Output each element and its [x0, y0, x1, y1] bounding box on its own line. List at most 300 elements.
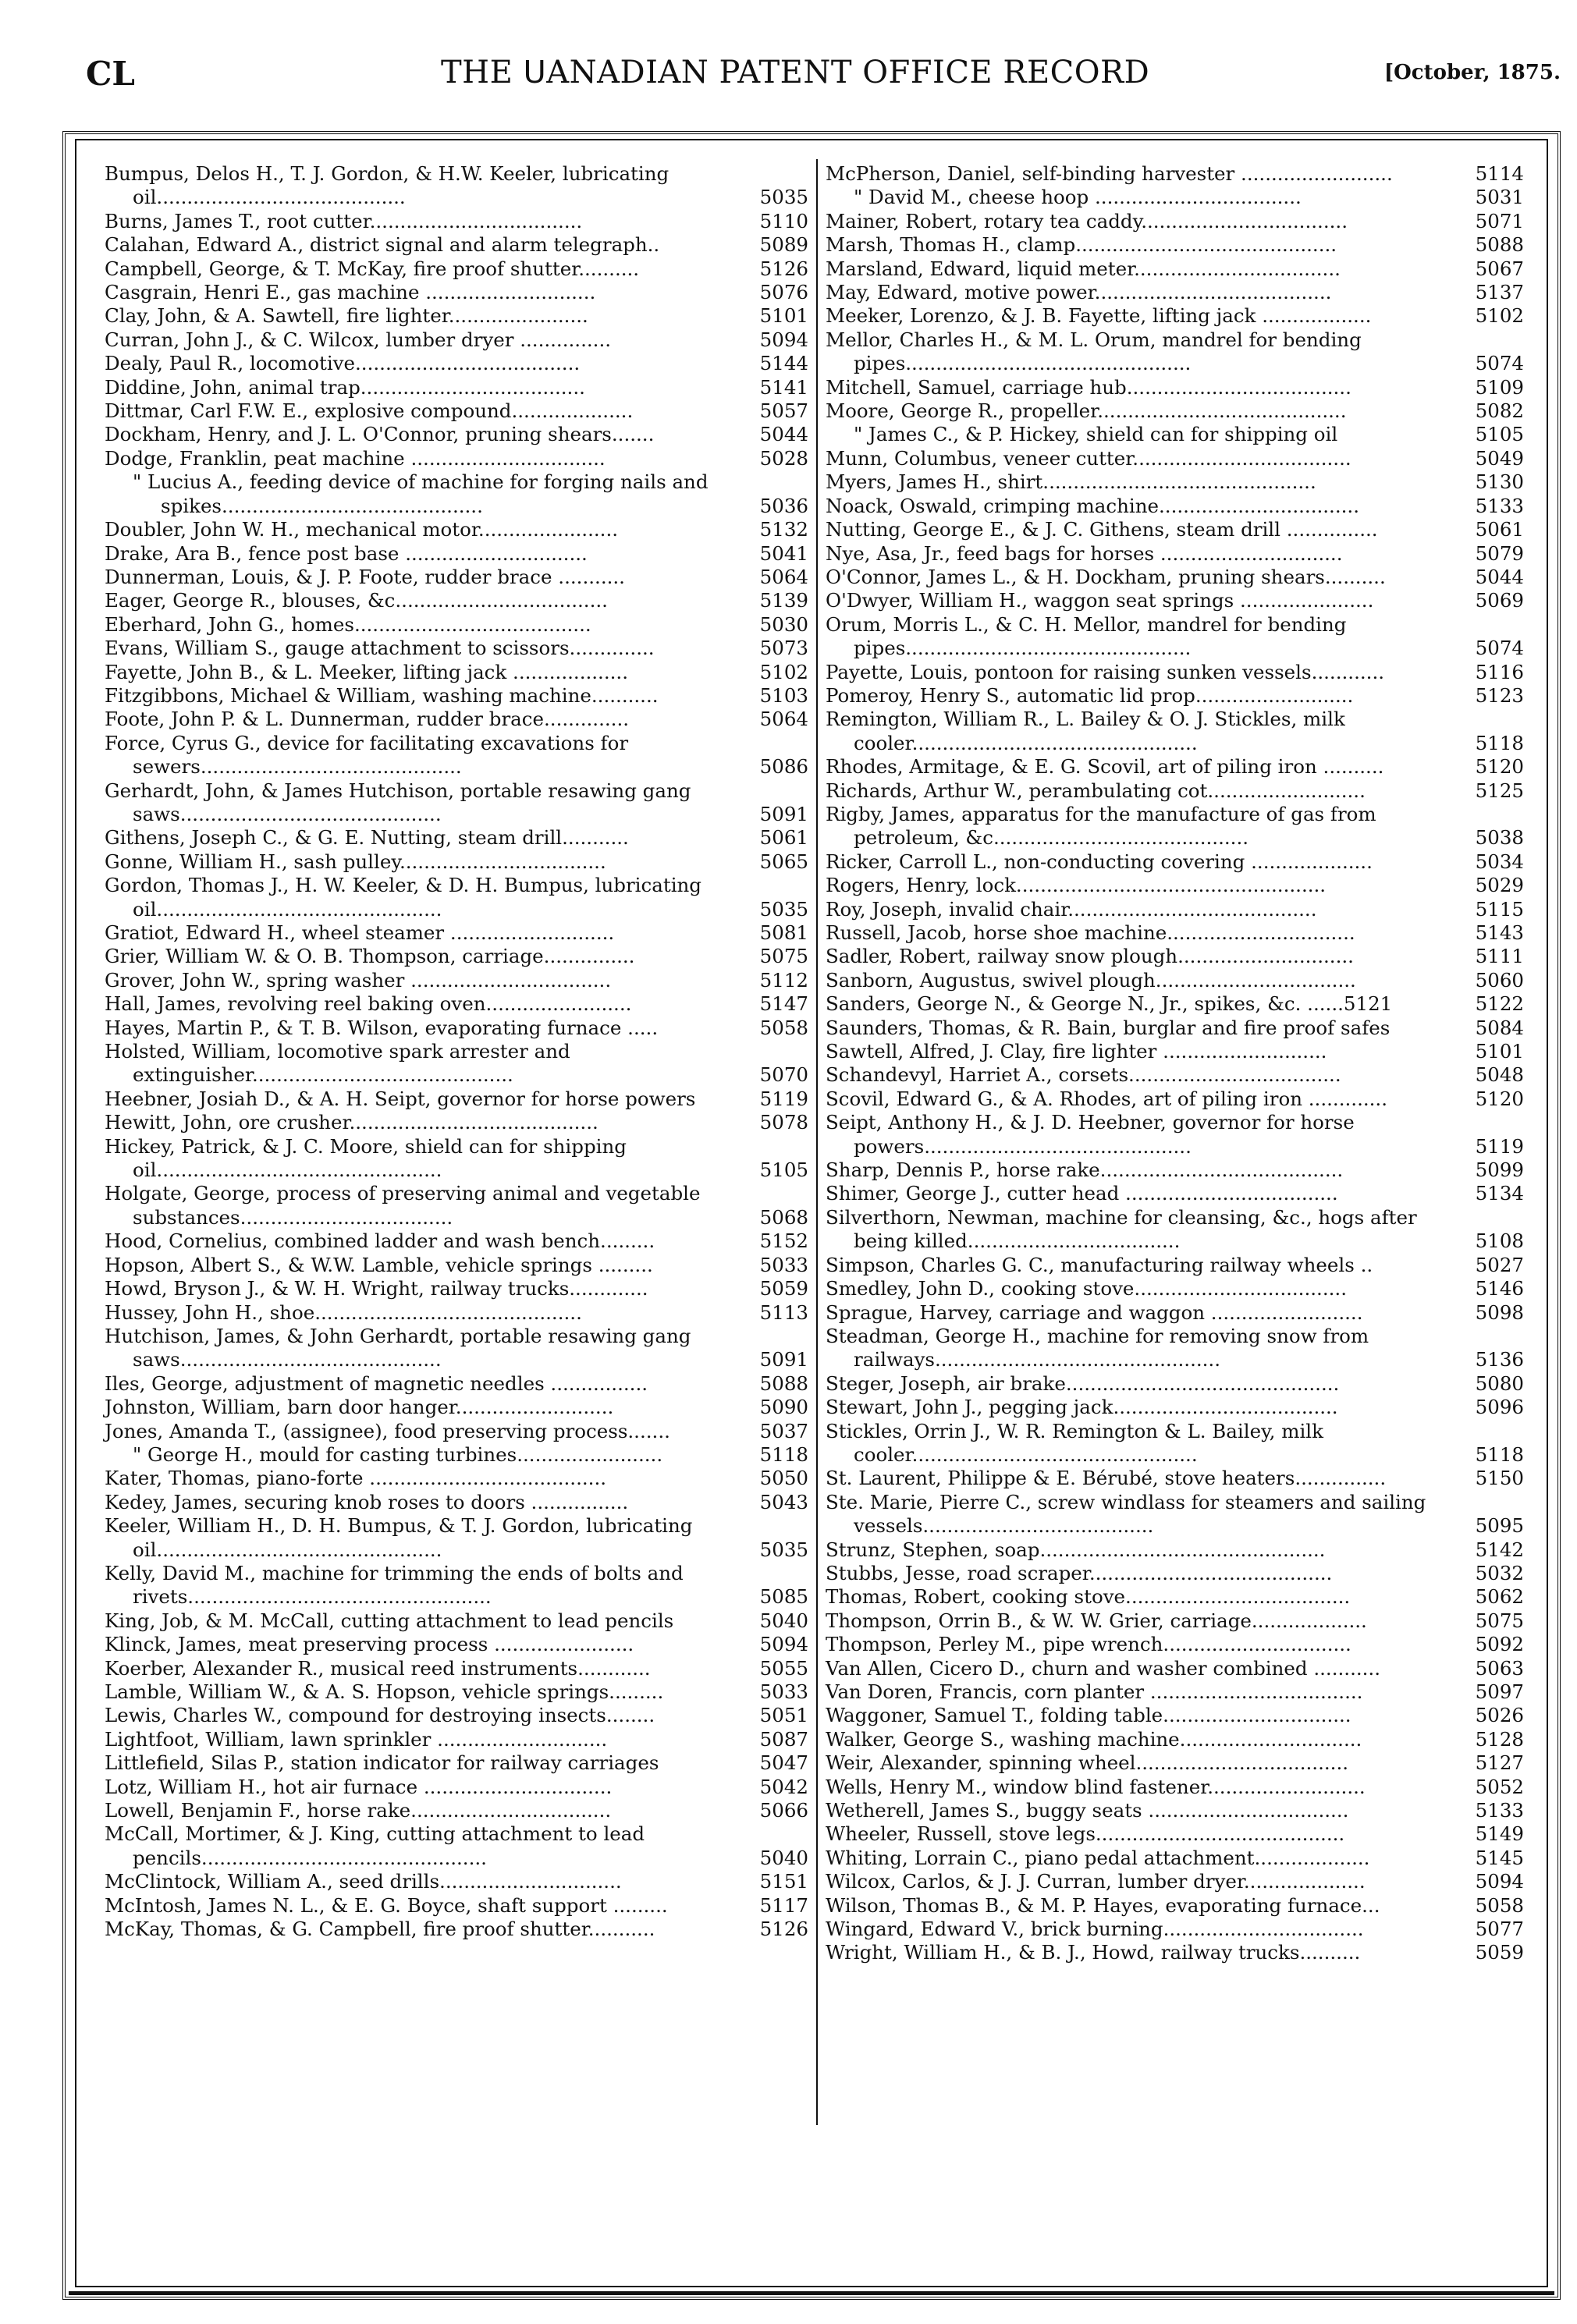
entry-text: Rigby, James, apparatus for the manufacture of gas from petroleum, &c..........................................: [826, 802, 1376, 850]
patent-number: 5091: [759, 1348, 808, 1371]
patent-number: 5126: [759, 257, 808, 280]
entry-text: Hickey, Patrick, & J. C. Moore, shield can for shipping oil...............................................: [105, 1134, 627, 1182]
entry-text: Marsh, Thomas H., clamp...........................................: [826, 233, 1337, 257]
index-entry: [826, 1894, 1524, 1918]
patent-number: 5116: [1475, 660, 1524, 683]
index-entry: [105, 304, 808, 328]
index-entry: [105, 1229, 808, 1253]
patent-number: 5096: [1475, 1396, 1524, 1419]
patent-number: 5048: [1475, 1063, 1524, 1087]
patent-number: 5103: [759, 683, 808, 707]
entry-text: May, Edward, motive power.......................................: [826, 281, 1332, 304]
patent-number: 5108: [1475, 1229, 1524, 1253]
entry-text: Lamble, William W., & A. S. Hopson, vehicle springs.........: [105, 1680, 664, 1703]
patent-number: 5095: [1475, 1514, 1524, 1538]
patent-number: 5065: [759, 850, 808, 873]
entry-text: Waggoner, Samuel T., folding table...............................: [826, 1704, 1351, 1727]
entry-text: Pomeroy, Henry S., automatic lid prop..........................: [826, 683, 1354, 707]
index-entry: [105, 210, 808, 233]
patent-number: 5085: [759, 1585, 808, 1609]
index-entry: [105, 779, 808, 827]
entry-text: Campbell, George, & T. McKay, fire proof shutter..........: [105, 257, 640, 280]
index-entry: [826, 447, 1524, 470]
patent-number: 5058: [1475, 1893, 1524, 1917]
index-entry: [826, 1372, 1524, 1396]
entry-text: Myers, James H., shirt.............................................: [826, 470, 1316, 494]
patent-number: 5034: [1475, 850, 1524, 873]
patent-number: 5092: [1475, 1633, 1524, 1656]
left-index-column: [105, 162, 808, 1941]
patent-number: 5111: [1475, 945, 1524, 968]
patent-number: 5027: [1475, 1253, 1524, 1276]
entry-text: Walker, George S., washing machine..............................: [826, 1727, 1362, 1751]
index-entry: [826, 850, 1524, 874]
index-entry: [826, 566, 1524, 589]
entry-text: Hood, Cornelius, combined ladder and wash bench.........: [105, 1229, 655, 1253]
patent-number: 5064: [759, 565, 808, 588]
entry-text: Thompson, Orrin B., & W. W. Grier, carriage...................: [826, 1609, 1367, 1632]
patent-number: 5101: [1475, 1040, 1524, 1063]
index-entry: [826, 328, 1524, 376]
entry-text: Mitchell, Samuel, carriage hub.....................................: [826, 375, 1351, 399]
index-entry: [826, 1776, 1524, 1799]
entry-text: Curran, John J., & C. Wilcox, lumber dryer ...............: [105, 328, 612, 351]
entry-text: Dittmar, Carl F.W. E., explosive compound....................: [105, 399, 634, 423]
index-entry: [826, 1206, 1524, 1254]
patent-number: 5047: [759, 1751, 808, 1775]
entry-text: Wheeler, Russell, stove legs.........................................: [826, 1822, 1345, 1846]
patent-number: 5134: [1475, 1182, 1524, 1205]
patent-number: 5137: [1475, 281, 1524, 304]
entry-text: Burns, James T., root cutter...................................: [105, 209, 583, 232]
index-entry: [826, 1017, 1524, 1040]
entry-text: Richards, Arthur W., perambulating cot..........................: [826, 779, 1366, 802]
patent-number: 5049: [1475, 446, 1524, 470]
patent-number: 5063: [1475, 1656, 1524, 1680]
patent-number: 5043: [759, 1490, 808, 1513]
entry-text: Sanders, George N., & George N., Jr., spikes, &c. ......5121: [826, 992, 1393, 1016]
entry-text: Saunders, Thomas, & R. Bain, burglar and fire proof safes: [826, 1016, 1391, 1039]
entry-text: Schandevyl, Harriet A., corsets...................................: [826, 1063, 1341, 1087]
patent-number: 5088: [759, 1371, 808, 1395]
patent-number: 5071: [1475, 209, 1524, 232]
patent-number: 5130: [1475, 470, 1524, 494]
patent-number: 5122: [1475, 992, 1524, 1016]
entry-text: Orum, Morris L., & C. H. Mellor, mandrel for bending pipes...............................................: [826, 612, 1347, 660]
entry-text: Wilson, Thomas B., & M. P. Hayes, evaporating furnace...: [826, 1893, 1380, 1917]
entry-text: Mellor, Charles H., & M. L. Orum, mandrel for bending pipes...............................................: [826, 328, 1362, 375]
entry-text: Hutchison, James, & John Gerhardt, portable resawing gang saws...........................................: [105, 1324, 691, 1371]
index-entry: [105, 376, 808, 399]
index-entry: [105, 1277, 808, 1300]
index-entry: [826, 1420, 1524, 1467]
index-entry: [105, 1514, 808, 1562]
entry-text: King, Job, & M. McCall, cutting attachment to lead pencils: [105, 1609, 674, 1632]
index-entry: [105, 281, 808, 304]
patent-number: 5029: [1475, 874, 1524, 897]
index-entry: [105, 257, 808, 281]
patent-number: 5040: [759, 1609, 808, 1632]
entry-text: Eberhard, John G., homes.......................................: [105, 612, 591, 636]
patent-number: 5064: [759, 708, 808, 731]
patent-number: 5061: [759, 826, 808, 850]
patent-number: 5080: [1475, 1371, 1524, 1395]
patent-number: 5088: [1475, 233, 1524, 257]
patent-number: 5035: [759, 186, 808, 209]
patent-number: 5141: [759, 375, 808, 399]
index-entry: [826, 1301, 1524, 1325]
index-entry: [826, 1491, 1524, 1538]
entry-text: Casgrain, Henri E., gas machine ............................: [105, 281, 596, 304]
entry-text: Gratiot, Edward H., wheel steamer ...........................: [105, 921, 615, 944]
index-entry: [105, 1728, 808, 1751]
patent-number: 5030: [759, 612, 808, 636]
index-entry: [105, 447, 808, 470]
patent-number: 5066: [759, 1799, 808, 1822]
entry-text: Keeler, William H., D. H. Bumpus, & T. J. Gordon, lubricating oil...............................................: [105, 1514, 693, 1561]
index-entry: [826, 233, 1524, 257]
index-entry: [826, 542, 1524, 566]
index-entry: [105, 423, 808, 446]
patent-number: 5102: [759, 660, 808, 683]
entry-text: Shimer, George J., cutter head ...................................: [826, 1182, 1338, 1205]
index-entry: [105, 1467, 808, 1490]
entry-text: Steadman, George H., machine for removing snow from railways...............................................: [826, 1324, 1369, 1371]
entry-text: O'Dwyer, William H., waggon seat springs ......................: [826, 589, 1374, 612]
index-entry: [105, 921, 808, 945]
index-entry: [826, 1680, 1524, 1704]
index-entry: [105, 637, 808, 660]
index-entry: [826, 1847, 1524, 1870]
patent-number: 5040: [759, 1846, 808, 1869]
entry-text: Nutting, George E., & J. C. Githens, steam drill ...............: [826, 518, 1378, 541]
index-entry: [105, 1776, 808, 1799]
entry-text: Sharp, Dennis P., horse rake........................................: [826, 1158, 1344, 1182]
patent-number: 5125: [1475, 779, 1524, 802]
index-entry: [826, 1609, 1524, 1633]
patent-number: 5098: [1475, 1300, 1524, 1324]
index-entry: [105, 1751, 808, 1775]
index-entry: [826, 518, 1524, 541]
index-entry: [826, 661, 1524, 684]
patent-number: 5150: [1475, 1467, 1524, 1490]
patent-number: 5094: [759, 328, 808, 351]
index-entry: [826, 1941, 1524, 1964]
patent-number: 5051: [759, 1704, 808, 1727]
entry-text: Fayette, John B., & L. Meeker, lifting jack ...................: [105, 660, 628, 683]
index-entry: [105, 1491, 808, 1514]
index-entry: [826, 281, 1524, 304]
index-entry: [826, 1325, 1524, 1372]
column-divider: [816, 159, 818, 2125]
patent-number: 5044: [759, 423, 808, 446]
entry-text: Kelly, David M., machine for trimming the ends of bolts and rivets..................................................: [105, 1561, 684, 1609]
index-entry: [826, 1111, 1524, 1158]
index-entry: [826, 1087, 1524, 1111]
index-entry: [826, 1538, 1524, 1562]
index-entry: [826, 470, 1524, 494]
patent-number: 5055: [759, 1656, 808, 1680]
entry-text: Russell, Jacob, horse shoe machine...............................: [826, 921, 1355, 944]
index-entry: [826, 1277, 1524, 1300]
patent-number: 5059: [759, 1277, 808, 1300]
patent-number: 5149: [1475, 1822, 1524, 1846]
patent-number: 5081: [759, 921, 808, 944]
index-entry: [826, 1063, 1524, 1087]
index-entry: [105, 1633, 808, 1656]
patent-number: 5105: [1475, 423, 1524, 446]
index-entry: [826, 1704, 1524, 1727]
index-entry: [105, 566, 808, 589]
index-entry: [826, 1799, 1524, 1822]
entry-text: Moore, George R., propeller.........................................: [826, 399, 1347, 423]
patent-number: 5057: [759, 399, 808, 423]
patent-number: 5139: [759, 589, 808, 612]
index-entry: [826, 1633, 1524, 1656]
entry-text: Koerber, Alexander R., musical reed instruments............: [105, 1656, 651, 1680]
index-entry: [826, 399, 1524, 423]
patent-number: 5146: [1475, 1277, 1524, 1300]
entry-text: Lowell, Benjamin F., horse rake.................................: [105, 1799, 612, 1822]
entry-text: Kedey, James, securing knob roses to doors ................: [105, 1490, 629, 1513]
index-entry: [105, 1135, 808, 1183]
index-entry: [105, 1087, 808, 1111]
entry-text: Jones, Amanda T., (assignee), food preserving process.......: [105, 1419, 670, 1442]
issue-date: [October, 1875.: [1383, 61, 1561, 84]
entry-text: McCall, Mortimer, & J. King, cutting attachment to lead pencils...............................................: [105, 1822, 645, 1869]
index-entry: [105, 1017, 808, 1040]
index-entry: [105, 732, 808, 779]
entry-text: Steger, Joseph, air brake.............................................: [826, 1371, 1340, 1395]
entry-text: Sanborn, Augustus, swivel plough.................................: [826, 968, 1356, 992]
index-entry: [826, 1918, 1524, 1941]
index-entry: [105, 1372, 808, 1396]
index-entry: [105, 1111, 808, 1134]
entry-text: Holsted, William, locomotive spark arrester and extinguisher...........................................: [105, 1040, 570, 1087]
entry-text: Van Allen, Cicero D., churn and washer combined ...........: [826, 1656, 1381, 1680]
entry-text: Munn, Columbus, veneer cutter....................................: [826, 446, 1351, 470]
patent-number: 5033: [759, 1680, 808, 1703]
index-entry: [826, 803, 1524, 850]
entry-text: Remington, William R., L. Bailey & O. J. Stickles, milk cooler...............................................: [826, 708, 1345, 754]
patent-number: 5133: [1475, 494, 1524, 517]
patent-number: 5050: [759, 1467, 808, 1490]
patent-number: 5031: [1475, 186, 1524, 209]
index-frame-inner: [75, 139, 1548, 2287]
index-entry: [826, 945, 1524, 968]
patent-number: 5136: [1475, 1348, 1524, 1371]
patent-number: 5070: [759, 1063, 808, 1087]
patent-number: 5151: [759, 1870, 808, 1893]
entry-text: Seipt, Anthony H., & J. D. Heebner, governor for horse powers............................................: [826, 1111, 1355, 1158]
index-entry: [826, 186, 1524, 209]
index-entry: [826, 613, 1524, 661]
index-entry: [105, 613, 808, 637]
entry-text: Klinck, James, meat preserving process .......................: [105, 1633, 634, 1656]
patent-number: 5074: [1475, 637, 1524, 660]
entry-text: Nye, Asa, Jr., feed bags for horses ..............................: [826, 541, 1343, 565]
entry-text: Gordon, Thomas J., H. W. Keeler, & D. H. Bumpus, lubricating oil...............................................: [105, 874, 701, 921]
entry-text: " George H., mould for casting turbines........................: [133, 1442, 663, 1466]
patent-number: 5067: [1475, 257, 1524, 280]
entry-text: Weir, Alexander, spinning wheel...................................: [826, 1751, 1349, 1775]
index-entry: [826, 423, 1524, 446]
index-entry: [826, 162, 1524, 186]
entry-text: Lotz, William H., hot air furnace ...............................: [105, 1775, 613, 1798]
patent-number: 5073: [759, 637, 808, 660]
patent-number: 5086: [759, 755, 808, 779]
patent-number: 5120: [1475, 1087, 1524, 1110]
entry-text: McClintock, William A., seed drills..............................: [105, 1870, 622, 1893]
entry-text: Thompson, Perley M., pipe wrench...............................: [826, 1633, 1351, 1656]
index-entry: [105, 850, 808, 874]
entry-text: Howd, Bryson J., & W. H. Wright, railway trucks.............: [105, 1277, 648, 1300]
entry-text: Stewart, John J., pegging jack.....................................: [826, 1396, 1338, 1419]
entry-text: Whiting, Lorrain C., piano pedal attachment...................: [826, 1846, 1370, 1869]
index-entry: [105, 328, 808, 352]
patent-number: 5084: [1475, 1016, 1524, 1039]
index-entry: [826, 1728, 1524, 1751]
entry-text: Foote, John P. & L. Dunnerman, rudder brace..............: [105, 708, 630, 731]
entry-text: Van Doren, Francis, corn planter ...................................: [826, 1680, 1363, 1703]
index-entry: [826, 708, 1524, 755]
index-entry: [826, 1751, 1524, 1775]
entry-text: Payette, Louis, pontoon for raising sunken vessels............: [826, 660, 1385, 683]
index-entry: [105, 1562, 808, 1609]
patent-number: 5091: [759, 802, 808, 825]
entry-text: Holgate, George, process of preserving animal and vegetable substances...................................: [105, 1182, 701, 1229]
entry-text: Doubler, John W. H., mechanical motor.......................: [105, 518, 619, 541]
entry-text: Kater, Thomas, piano-forte .......................................: [105, 1467, 607, 1490]
patent-number: 5118: [1475, 1442, 1524, 1466]
index-entry: [105, 1254, 808, 1277]
patent-number: 5058: [759, 1016, 808, 1039]
entry-text: Dodge, Franklin, peat machine ................................: [105, 446, 606, 470]
patent-number: 5052: [1475, 1775, 1524, 1798]
patent-number: 5044: [1475, 565, 1524, 588]
entry-text: Wetherell, James S., buggy seats .................................: [826, 1799, 1349, 1822]
entry-text: McKay, Thomas, & G. Campbell, fire proof shutter...........: [105, 1918, 655, 1941]
patent-number: 5026: [1475, 1704, 1524, 1727]
index-frame: [62, 131, 1561, 2300]
patent-number: 5094: [1475, 1870, 1524, 1893]
entry-text: Evans, William S., gauge attachment to scissors..............: [105, 637, 655, 660]
entry-text: " David M., cheese hoop ..................................: [854, 186, 1302, 209]
entry-text: McPherson, Daniel, self-binding harvester .........................: [826, 162, 1393, 185]
entry-text: Rogers, Henry, lock...................................................: [826, 874, 1327, 897]
patent-number: 5132: [759, 518, 808, 541]
index-entry: [105, 1396, 808, 1419]
patent-number: 5037: [759, 1419, 808, 1442]
entry-text: Rhodes, Armitage, & E. G. Scovil, art of piling iron ..........: [826, 755, 1384, 779]
index-entry: [105, 1325, 808, 1372]
patent-number: 5036: [759, 494, 808, 517]
index-entry: [105, 826, 808, 850]
index-entry: [105, 661, 808, 684]
entry-text: Ste. Marie, Pierre C., screw windlass for steamers and sailing vessels......................................: [826, 1490, 1426, 1538]
patent-number: 5110: [759, 209, 808, 232]
entry-text: Iles, George, adjustment of magnetic needles ................: [105, 1371, 648, 1395]
index-entry: [105, 1822, 808, 1870]
entry-text: Grier, William W. & O. B. Thompson, carriage...............: [105, 945, 635, 968]
index-entry: [105, 1680, 808, 1704]
entry-text: Littlefield, Silas P., station indicator for railway carriages: [105, 1751, 659, 1775]
index-entry: [105, 589, 808, 612]
patent-number: 5145: [1475, 1846, 1524, 1869]
patent-number: 5114: [1475, 162, 1524, 185]
entry-text: Hussey, John H., shoe............................................: [105, 1300, 582, 1324]
index-entry: [105, 684, 808, 708]
patent-number: 5120: [1475, 755, 1524, 779]
entry-text: Dockham, Henry, and J. L. O'Connor, pruning shears.......: [105, 423, 655, 446]
index-entry: [826, 376, 1524, 399]
index-entry: [826, 755, 1524, 779]
patent-number: 5102: [1475, 304, 1524, 328]
entry-text: Scovil, Edward G., & A. Rhodes, art of piling iron .............: [826, 1087, 1388, 1110]
patent-number: 5142: [1475, 1538, 1524, 1561]
entry-text: Heebner, Josiah D., & A. H. Seipt, governor for horse powers: [105, 1087, 696, 1110]
index-entry: [105, 352, 808, 375]
patent-number: 5028: [759, 446, 808, 470]
entry-text: Dealy, Paul R., locomotive.....................................: [105, 352, 581, 375]
index-entry: [826, 874, 1524, 897]
patent-number: 5123: [1475, 683, 1524, 707]
patent-number: 5118: [1475, 731, 1524, 754]
index-entry: [105, 162, 808, 210]
patent-number: 5038: [1475, 826, 1524, 850]
index-entry: [105, 1799, 808, 1822]
patent-number: 5119: [1475, 1134, 1524, 1158]
entry-text: Simpson, Charles G. C., manufacturing railway wheels ..: [826, 1253, 1373, 1276]
entry-text: St. Laurent, Philippe & E. Bérubé, stove heaters...............: [826, 1467, 1387, 1490]
patent-number: 5075: [759, 945, 808, 968]
entry-text: Meeker, Lorenzo, & J. B. Fayette, lifting jack ..................: [826, 304, 1372, 328]
patent-number: 5042: [759, 1775, 808, 1798]
index-entry: [105, 945, 808, 968]
index-entry: [105, 1040, 808, 1087]
patent-number: 5133: [1475, 1799, 1524, 1822]
entry-text: Dunnerman, Louis, & J. P. Foote, rudder brace ...........: [105, 565, 625, 588]
index-entry: [826, 1870, 1524, 1893]
patent-number: 5109: [1475, 375, 1524, 399]
entry-text: Drake, Ara B., fence post base ..............................: [105, 541, 588, 565]
patent-number: 5094: [759, 1633, 808, 1656]
index-entry: [105, 1704, 808, 1727]
entry-text: Wilcox, Carlos, & J. J. Curran, lumber dryer....................: [826, 1870, 1366, 1893]
patent-number: 5062: [1475, 1585, 1524, 1609]
patent-number: 5059: [1475, 1941, 1524, 1964]
index-entry: [826, 1822, 1524, 1846]
patent-number: 5119: [759, 1087, 808, 1110]
patent-number: 5032: [1475, 1561, 1524, 1584]
index-entry: [105, 518, 808, 541]
entry-text: Thomas, Robert, cooking stove.....................................: [826, 1585, 1351, 1609]
index-entry: [826, 1396, 1524, 1419]
patent-number: 5069: [1475, 589, 1524, 612]
index-entry: [826, 589, 1524, 612]
entry-text: Sprague, Harvey, carriage and waggon .........................: [826, 1300, 1363, 1324]
patent-number: 5087: [759, 1727, 808, 1751]
index-entry: [826, 1040, 1524, 1063]
patent-number: 5115: [1475, 897, 1524, 921]
entry-text: Hayes, Martin P., & T. B. Wilson, evaporating furnace .....: [105, 1016, 659, 1039]
entry-text: Wingard, Edward V., brick burning.................................: [826, 1918, 1364, 1941]
entry-text: Mainer, Robert, rotary tea caddy..................................: [826, 209, 1348, 232]
patent-number: 5099: [1475, 1158, 1524, 1182]
index-entry: [105, 1870, 808, 1893]
index-entry: [826, 1657, 1524, 1680]
entry-text: Calahan, Edward A., district signal and alarm telegraph..: [105, 233, 660, 257]
